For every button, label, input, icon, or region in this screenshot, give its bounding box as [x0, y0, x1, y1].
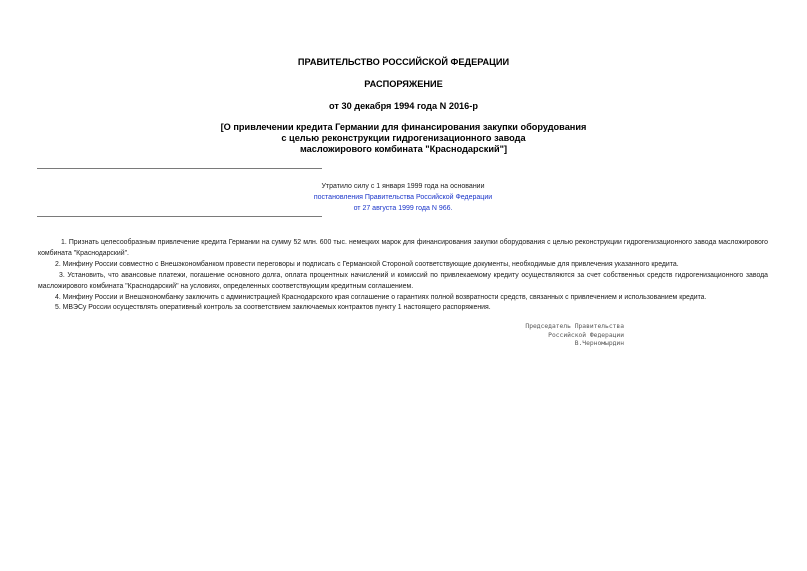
status-note: Утратило силу с 1 января 1999 года на основании: [321, 183, 485, 190]
status-divider-top: [37, 168, 322, 169]
document-type-heading: РАСПОРЯЖЕНИЕ: [364, 79, 443, 89]
signature-position: Председатель Правительства: [525, 323, 624, 330]
paragraph-4: 4. Минфину России и Внешэкономбанку заключить с администрацией Краснодарского края соглашение о гарантиях полной возвратности средств, связанных с привлечением и использованием кредита.: [55, 294, 707, 301]
paragraph-5: 5. МВЭСу России осуществлять оперативный контроль за соответствием заключаемых контрактов пункту 1 настоящего распоряжения.: [55, 304, 491, 311]
signature-position-country: Российской Федерации: [548, 332, 624, 339]
document-title-line: [О привлечении кредита Германии для финансирования закупки оборудования: [220, 122, 587, 132]
paragraph-1: 1. Признать целесообразным привлечение кредита Германии на сумму 52 млн. 600 тыс. немецких марок для финансирования закупки оборудования с целью реконструкции гидрогенизационного завода масложирового комбината "Краснодарский".: [38, 239, 768, 257]
document-date-number: от 30 декабря 1994 года N 2016-р: [329, 101, 478, 111]
paragraph-2: 2. Минфину России совместно с Внешэкономбанком провести переговоры и подписать с Германской Стороной соответствующие документы, необходимые для привлечения указанного кредита.: [55, 261, 679, 268]
signature-name: В.Черномырдин: [574, 340, 624, 347]
document-title-line: масложирового комбината "Краснодарский"]: [299, 144, 508, 154]
repeal-decree-link-date[interactable]: от 27 августа 1999 года N 966.: [353, 205, 453, 212]
status-divider-bottom: [37, 216, 322, 217]
document-title: [0, 122, 807, 155]
repeal-decree-link[interactable]: постановления Правительства Российской Федерации: [313, 194, 493, 201]
paragraph-3: 3. Установить, что авансовые платежи, погашение основного долга, оплата процентных начислений и комиссий по привлекаемому кредиту осуществляются за счет собственных средств гидрогенизационного завода масложирового комбината "Краснодарский" на условиях, определенных соответствующим кредитным соглашением.: [38, 272, 768, 290]
document-title-line: с целью реконструкции гидрогенизационного завода: [281, 133, 526, 143]
issuer-heading: ПРАВИТЕЛЬСТВО РОССИЙСКОЙ ФЕДЕРАЦИИ: [297, 57, 510, 67]
